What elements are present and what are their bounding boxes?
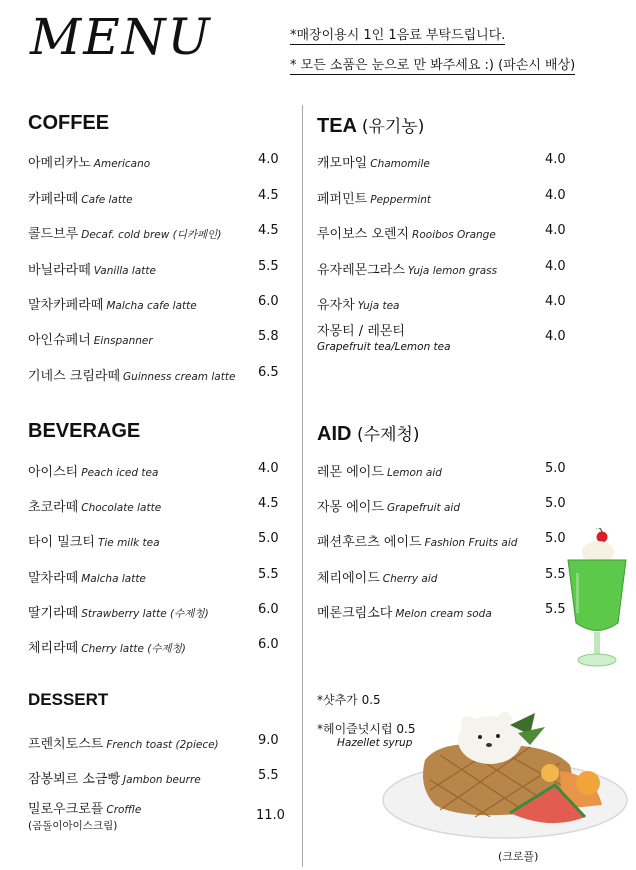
price: 5.0 — [258, 531, 279, 546]
menu-item: 카페라떼 Cafe latte — [28, 192, 133, 207]
menu-item: 잠봉뵈르 소금빵 Jambon beurre — [28, 772, 201, 787]
dessert-section-title: DESSERT — [28, 690, 109, 709]
price: 11.0 — [256, 808, 285, 823]
column-divider — [302, 105, 303, 867]
menu-item: 말차라떼 Malcha latte — [28, 571, 146, 586]
price: 4.0 — [258, 152, 279, 167]
price: 5.5 — [545, 567, 566, 582]
menu-item: 기네스 크림라떼 Guinness cream latte — [28, 369, 236, 384]
croffle-caption: (크로플) — [498, 850, 539, 863]
menu-item: 캐모마일 Chamomile — [317, 156, 430, 171]
menu-item: 메론크림소다 Melon cream soda — [317, 606, 492, 621]
menu-item: 콜드브루 Decaf. cold brew (디카페인) — [28, 227, 222, 242]
menu-item: 딸기라떼 Strawberry latte (수제청) — [28, 606, 209, 621]
menu-item: 루이보스 오렌지 Rooibos Orange — [317, 227, 496, 242]
menu-item: 바닐라라떼 Vanilla latte — [28, 263, 156, 278]
notice-one-drink: *매장이용시 1인 1음료 부탁드립니다. — [290, 28, 506, 43]
price: 4.0 — [545, 329, 566, 344]
price: 4.0 — [545, 152, 566, 167]
extra-shot: *샷추가 0.5 — [317, 693, 381, 707]
price: 4.0 — [545, 294, 566, 309]
menu-item: 체리라떼 Cherry latte (수제청) — [28, 641, 186, 656]
price: 4.0 — [545, 223, 566, 238]
price: 5.5 — [258, 768, 279, 783]
menu-item: 레몬 에이드 Lemon aid — [317, 465, 442, 480]
menu-item: 아이스티 Peach iced tea — [28, 465, 159, 480]
menu-item: 아메리카노 Americano — [28, 156, 151, 171]
coffee-section-title: COFFEE — [28, 112, 110, 134]
price: 6.0 — [258, 294, 279, 309]
price: 6.5 — [258, 365, 279, 380]
price: 4.0 — [545, 259, 566, 274]
price: 6.0 — [258, 602, 279, 617]
price: 5.0 — [545, 461, 566, 476]
extra-syrup: *헤이즐넛시럽 0.5 Hazellet syrup — [317, 722, 416, 749]
aid-section-title: AID (수제청) — [317, 423, 420, 445]
melon-soda-image — [560, 528, 630, 678]
price: 6.0 — [258, 637, 279, 652]
menu-item: 체리에이드 Cherry aid — [317, 571, 438, 586]
price: 5.8 — [258, 329, 279, 344]
price: 5.5 — [258, 567, 279, 582]
menu-item: 말차카페라떼 Malcha cafe latte — [28, 298, 197, 313]
menu-item: 프렌치토스트 French toast (2piece) — [28, 737, 219, 752]
price: 5.5 — [258, 259, 279, 274]
menu-item: 자몽티 / 레몬티 Grapefruit tea/Lemon tea — [317, 324, 451, 353]
croffle-image — [380, 705, 630, 845]
tea-section-title: TEA (유기농) — [317, 115, 425, 137]
price: 4.5 — [258, 496, 279, 511]
price: 9.0 — [258, 733, 279, 748]
menu-item: 유자레몬그라스 Yuja lemon grass — [317, 263, 498, 278]
menu-item: 자몽 에이드 Grapefruit aid — [317, 500, 461, 515]
menu-item: 초코라떼 Chocolate latte — [28, 500, 162, 515]
price: 5.5 — [545, 602, 566, 617]
menu-item: 유자차 Yuja tea — [317, 298, 400, 313]
price: 4.5 — [258, 223, 279, 238]
beverage-section-title: BEVERAGE — [28, 420, 141, 442]
menu-item: 페퍼민트 Peppermint — [317, 192, 432, 207]
price: 5.0 — [545, 531, 566, 546]
menu-title: MENU — [30, 8, 212, 66]
price: 5.0 — [545, 496, 566, 511]
menu-item: 아인슈페너 Einspanner — [28, 333, 153, 348]
price: 4.0 — [545, 188, 566, 203]
price: 4.5 — [258, 188, 279, 203]
menu-item: 패션후르츠 에이드 Fashion Fruits aid — [317, 535, 518, 550]
menu-item: 밀로우크로플 Croffle (곰돌이아이스크림) — [28, 802, 142, 832]
price: 4.0 — [258, 461, 279, 476]
notice-props: * 모든 소품은 눈으로 만 봐주세요 :) (파손시 배상) — [290, 58, 576, 73]
menu-item: 타이 밀크티 Tie milk tea — [28, 535, 160, 550]
